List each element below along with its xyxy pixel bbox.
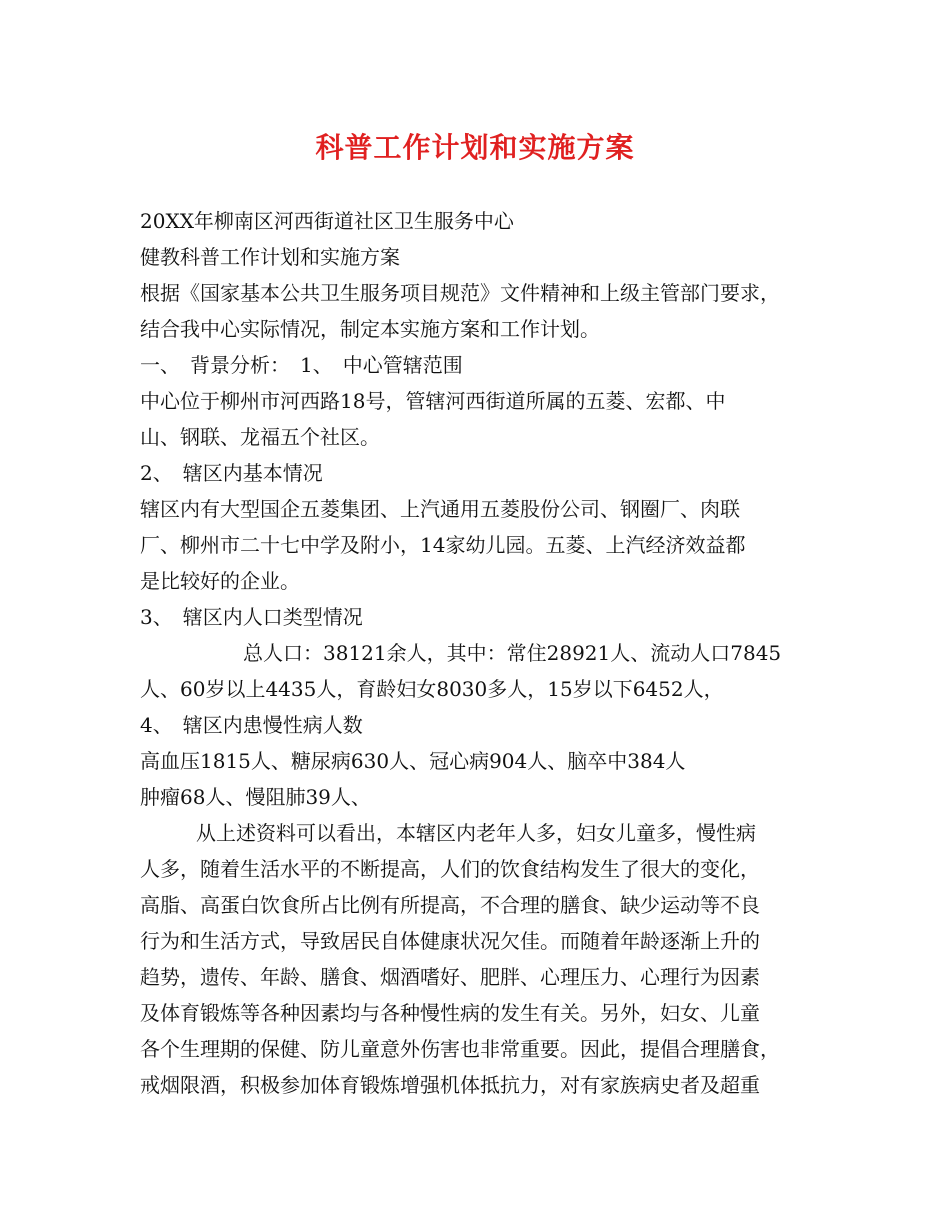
- text-line: 是比较好的企业。: [140, 569, 300, 593]
- section-heading-background: 一、 背景分析： 1、 中心管辖范围: [140, 353, 463, 377]
- text-line-population-total: 总人口：38121余人，其中：常住28921人、流动人口7845: [243, 641, 782, 665]
- text-line: 人多，随着生活水平的不断提高，人们的饮食结构发生了很大的变化，: [140, 857, 760, 881]
- text-line: 各个生理期的保健、防儿童意外伤害也非常重要。因此，提倡合理膳食，: [140, 1037, 780, 1061]
- text-line: 高脂、高蛋白饮食所占比例有所提高，不合理的膳食、缺少运动等不良: [140, 893, 760, 917]
- text-line: 趋势，遗传、年龄、膳食、烟酒嗜好、肥胖、心理压力、心理行为因素: [140, 965, 760, 989]
- document-body: [140, 203, 840, 1103]
- text-line: 戒烟限酒，积极参加体育锻炼增强机体抵抗力，对有家族病史者及超重: [140, 1073, 760, 1097]
- text-line: 行为和生活方式，导致居民自体健康状况欠佳。而随着年龄逐渐上升的: [140, 929, 760, 953]
- text-line: 山、钢联、龙福五个社区。: [140, 425, 380, 449]
- subsection-heading-population: 3、 辖区内人口类型情况: [140, 605, 363, 629]
- text-line-org: 20XX年柳南区河西街道社区卫生服务中心: [140, 209, 514, 233]
- text-line: 结合我中心实际情况，制定本实施方案和工作计划。: [140, 317, 600, 341]
- text-line: 中心位于柳州市河西路18号，管辖河西街道所属的五菱、宏都、中: [140, 389, 726, 413]
- text-line: 肿瘤68人、慢阻肺39人、: [140, 785, 371, 809]
- text-line: 高血压1815人、糖尿病630人、冠心病904人、脑卒中384人: [140, 749, 686, 773]
- text-line: 人、60岁以上4435人，育龄妇女8030多人，15岁以下6452人，: [140, 677, 724, 701]
- text-line: 根据《国家基本公共卫生服务项目规范》文件精神和上级主管部门要求，: [140, 281, 780, 305]
- text-line-subtitle: 健教科普工作计划和实施方案: [140, 245, 400, 269]
- text-line: 及体育锻炼等各种因素均与各种慢性病的发生有关。另外，妇女、儿童: [140, 1001, 760, 1025]
- text-line-paragraph-start: 从上述资料可以看出，本辖区内老年人多，妇女儿童多，慢性病: [196, 821, 756, 845]
- subsection-heading-basic-info: 2、 辖区内基本情况: [140, 461, 323, 485]
- document-title: 科普工作计划和实施方案: [315, 131, 635, 164]
- text-line: 辖区内有大型国企五菱集团、上汽通用五菱股份公司、钢圈厂、肉联: [140, 497, 740, 521]
- subsection-heading-chronic-disease: 4、 辖区内患慢性病人数: [140, 713, 363, 737]
- text-line: 厂、柳州市二十七中学及附小，14家幼儿园。五菱、上汽经济效益都: [140, 533, 746, 557]
